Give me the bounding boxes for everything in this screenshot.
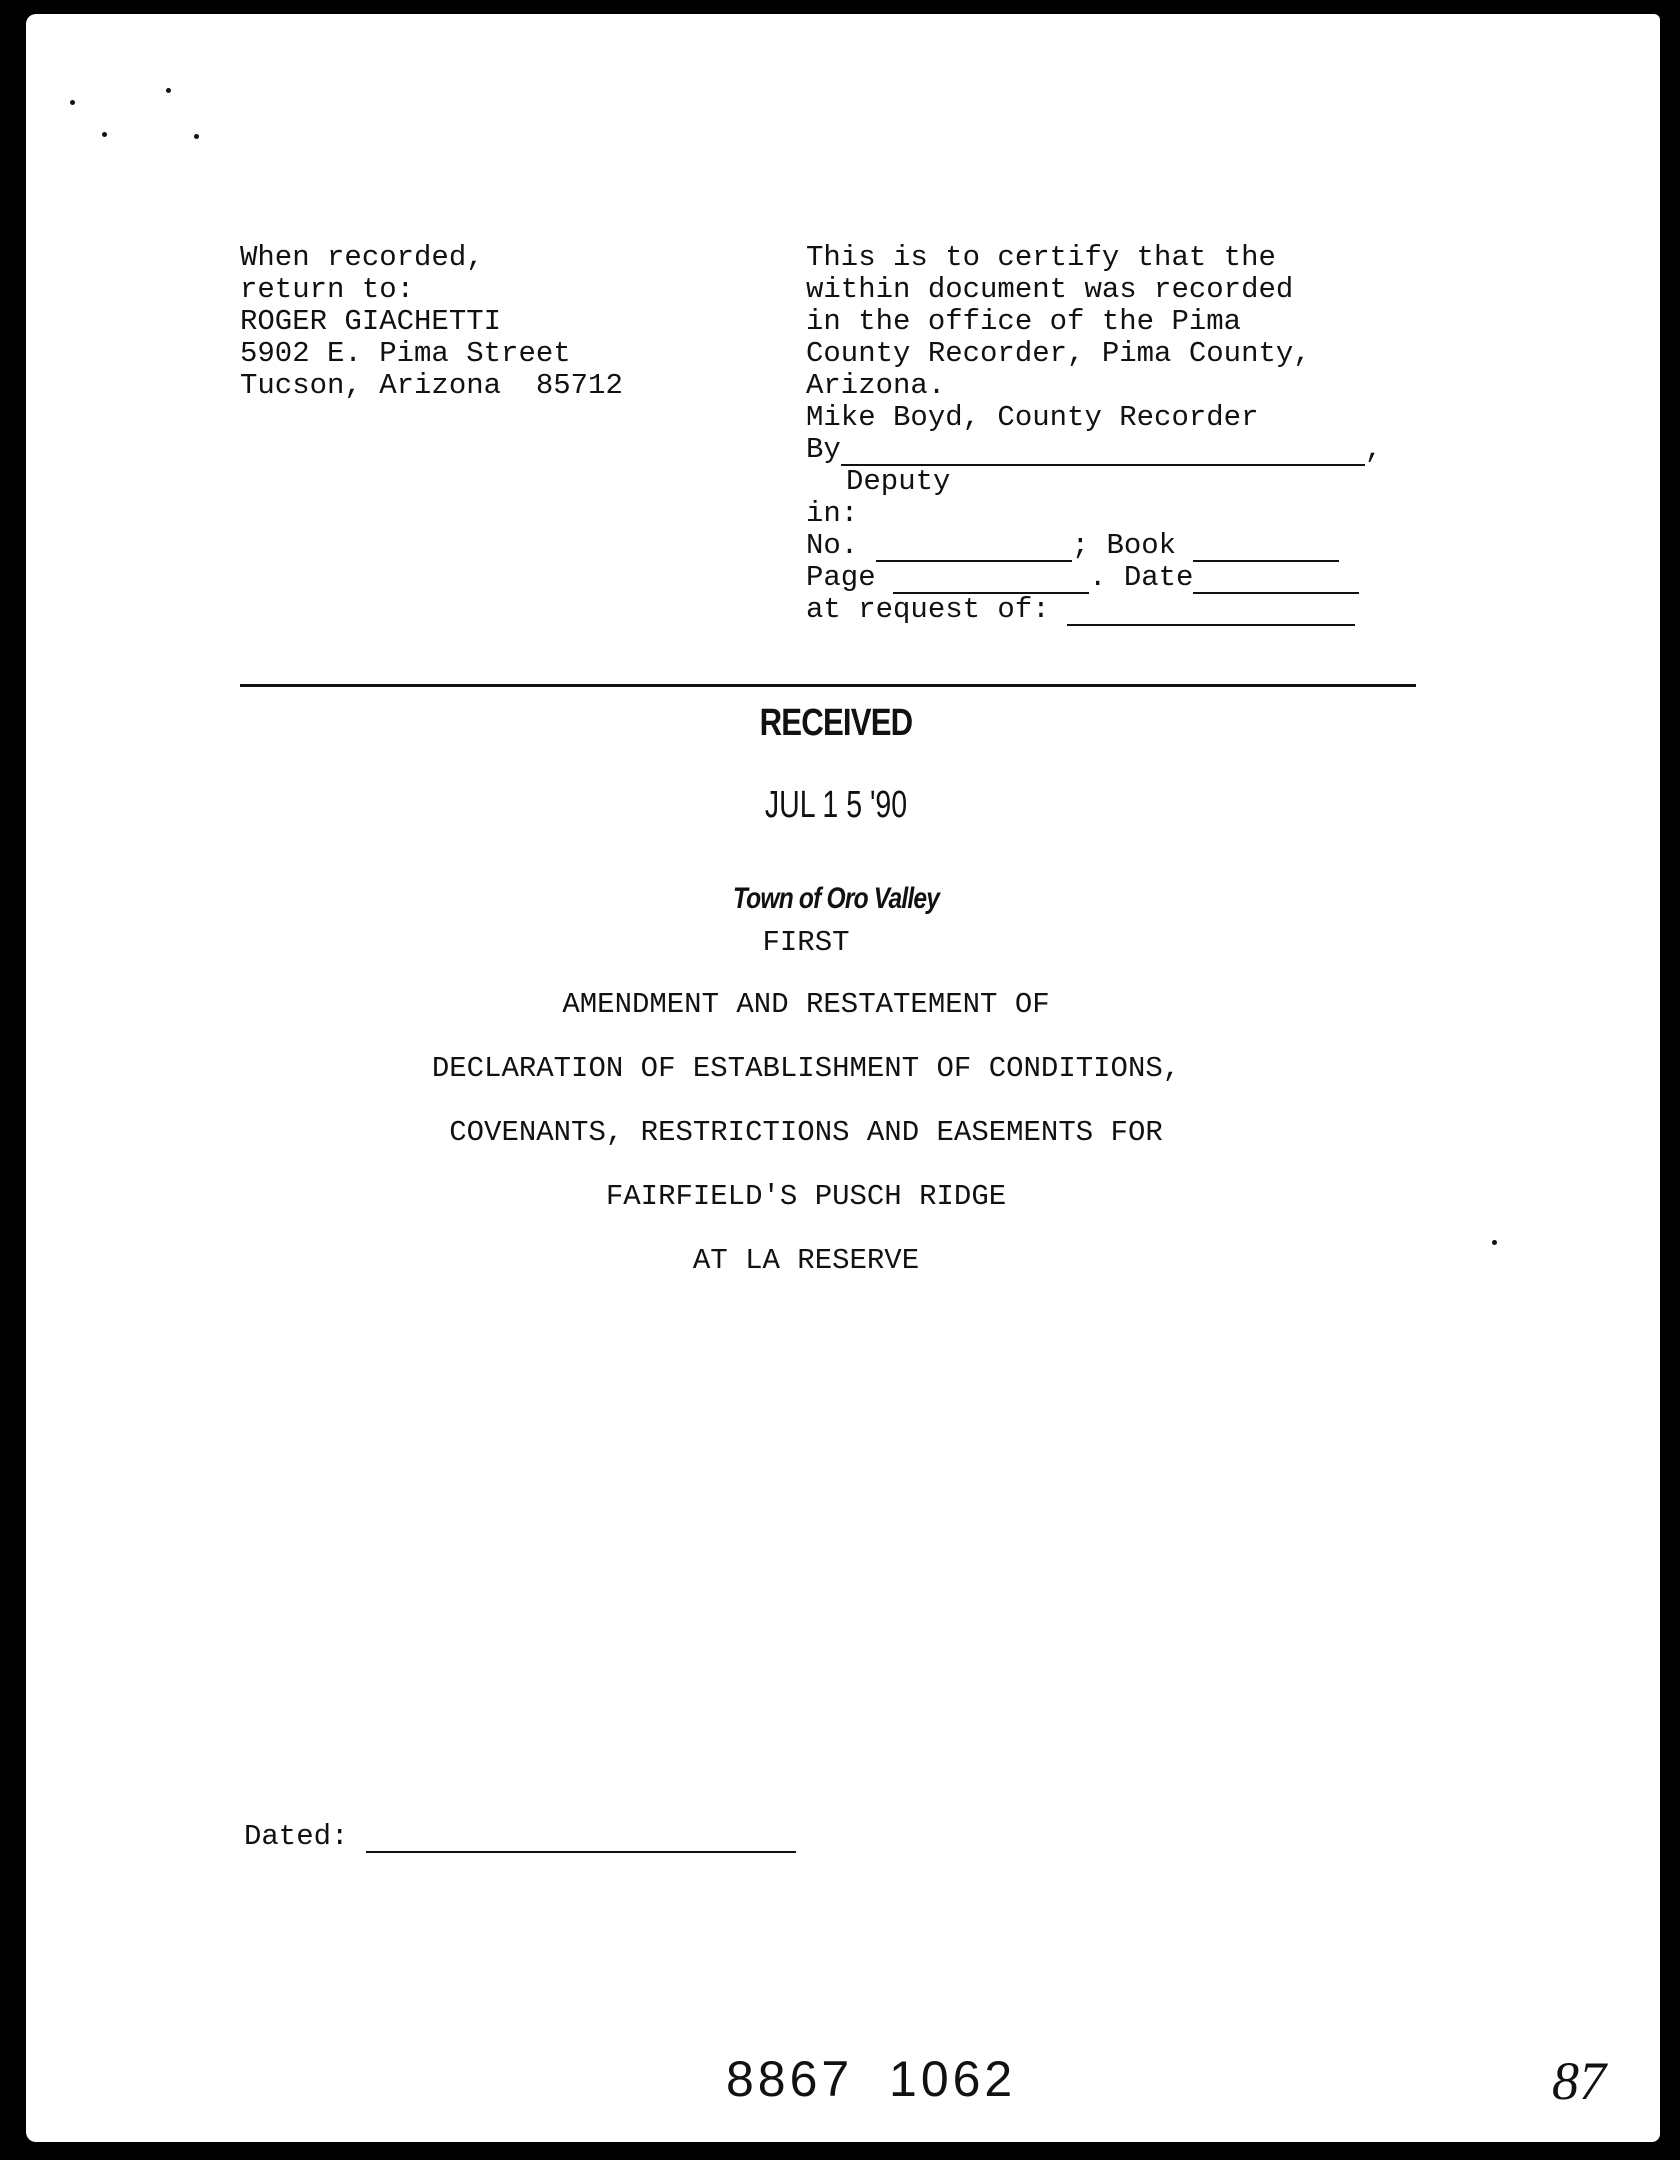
handwritten-page-number: 87: [1552, 2051, 1606, 2111]
page-blank: [893, 566, 1089, 594]
scan-speck: [70, 100, 75, 105]
return-line: return to:: [240, 273, 415, 306]
book-blank: [1193, 534, 1339, 562]
no-suffix: ;: [1071, 529, 1090, 562]
no-blank: [876, 534, 1072, 562]
by-suffix: ,: [1364, 433, 1383, 466]
scan-speck: [102, 132, 107, 137]
cert-line: County Recorder, Pima County,: [806, 337, 1311, 370]
date-label: Date: [1123, 561, 1194, 594]
received-stamp-date: JUL 1 5 '90: [764, 784, 908, 826]
request-row: [806, 594, 1426, 626]
document-title-line: AT LA RESERVE: [692, 1244, 920, 1277]
dated-row: [244, 1820, 796, 1853]
document-number: 8867 1062: [726, 2051, 1017, 2107]
return-street: 5902 E. Pima Street: [240, 337, 571, 370]
no-book-row: [806, 530, 1426, 562]
return-address-block: [240, 242, 623, 402]
cert-line: within document was recorded: [806, 273, 1294, 306]
document-title-line: COVENANTS, RESTRICTIONS AND EASEMENTS FOR: [449, 1116, 1163, 1149]
dated-blank: [366, 1825, 796, 1853]
cert-line: Arizona.: [806, 369, 946, 402]
cert-recorder-line: Mike Boyd, County Recorder: [806, 401, 1259, 434]
recorder-certification-block: [806, 242, 1426, 626]
return-name: ROGER GIACHETTI: [240, 305, 502, 338]
document-title-line: FAIRFIELD'S PUSCH RIDGE: [605, 1180, 1007, 1213]
page-date-row: [806, 562, 1426, 594]
request-label: at request of:: [806, 593, 1050, 626]
dated-label: Dated:: [244, 1820, 349, 1853]
header-divider: [240, 684, 1416, 687]
by-blank: [841, 438, 1365, 466]
cert-line: This is to certify that the: [806, 241, 1276, 274]
document-title-line: AMENDMENT AND RESTATEMENT OF: [562, 988, 1050, 1021]
received-stamp-town: Town of Oro Valley: [732, 882, 940, 915]
cert-line: in the office of the Pima: [806, 305, 1242, 338]
date-blank: [1193, 566, 1359, 594]
request-blank: [1067, 598, 1355, 626]
document-page: [26, 14, 1660, 2142]
scan-speck: [166, 88, 171, 93]
page-suffix: .: [1089, 561, 1107, 594]
page-label: Page: [806, 561, 876, 594]
in-label: in:: [806, 497, 859, 530]
received-stamp: RECEIVED: [759, 702, 913, 744]
no-label: No.: [806, 529, 859, 562]
by-row: [806, 434, 1426, 466]
return-city: Tucson, Arizona 85712: [240, 369, 623, 402]
by-label: By: [806, 433, 841, 466]
document-title-line: FIRST: [762, 926, 850, 959]
return-line: When recorded,: [240, 241, 484, 274]
scan-speck: [194, 134, 199, 139]
document-title-line: DECLARATION OF ESTABLISHMENT OF CONDITIONS,: [431, 1052, 1181, 1085]
book-label: Book: [1106, 529, 1177, 562]
deputy-label: Deputy: [846, 465, 951, 498]
